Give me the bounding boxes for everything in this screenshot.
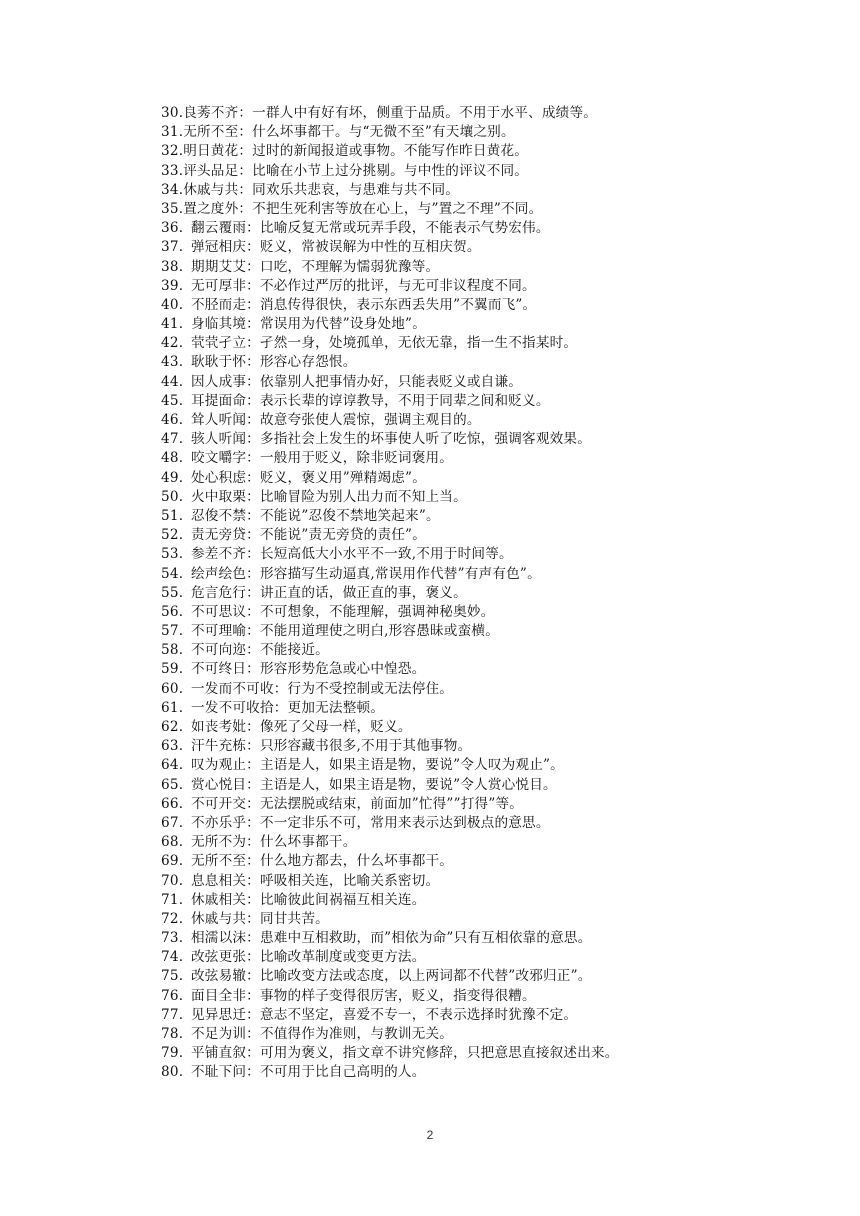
entry-number: 75. bbox=[161, 968, 184, 985]
entry-text: 良莠不齐：一群人中有好有坏，侧重于品质。不用于水平、成绩等。 bbox=[183, 105, 598, 121]
list-item bbox=[161, 872, 841, 891]
entry-text: 明日黄花：过时的新闻报道或事物。不能写作昨日黄花。 bbox=[183, 143, 529, 160]
entry-number: 76. bbox=[161, 987, 184, 1004]
entry-text: 因人成事：依靠别人把事情办好，只能表贬义或自谦。 bbox=[191, 373, 523, 390]
entry-number: 47. bbox=[161, 431, 184, 448]
entry-text: 不亦乐乎：不一定非乐不可，常用来表示达到极点的意思。 bbox=[191, 814, 550, 831]
entry-text: 一发不可收拾：更加无法整顿。 bbox=[191, 699, 385, 716]
entry-number: 74. bbox=[161, 949, 184, 966]
entry-number: 51. bbox=[161, 507, 184, 524]
entry-number: 50. bbox=[161, 488, 184, 505]
list-item bbox=[161, 1006, 841, 1025]
entry-number: 71. bbox=[161, 891, 184, 908]
entry-number: 34. bbox=[161, 181, 184, 198]
list-item bbox=[161, 795, 841, 814]
entry-number: 43. bbox=[161, 354, 184, 371]
entry-number: 66. bbox=[161, 795, 184, 812]
entry-text: 休戚相关：比喻彼此间祸福互相关连。 bbox=[191, 891, 426, 908]
entry-text: 耿耿于怀：形容心存怨恨。 bbox=[191, 354, 357, 371]
list-item bbox=[161, 699, 841, 718]
list-item bbox=[161, 814, 841, 833]
list-item bbox=[161, 488, 841, 507]
list-item bbox=[161, 833, 841, 852]
entry-number: 56. bbox=[161, 603, 184, 620]
entry-number: 77. bbox=[161, 1006, 184, 1023]
list-item bbox=[161, 142, 841, 161]
list-item bbox=[161, 987, 841, 1006]
list-item bbox=[161, 162, 841, 181]
list-item bbox=[161, 852, 841, 871]
list-item bbox=[161, 123, 841, 142]
list-item bbox=[161, 948, 841, 967]
list-item bbox=[161, 430, 841, 449]
entry-text: 改弦易辙：比喻改变方法或态度，以上两词都不代替”改邪归正”。 bbox=[191, 968, 592, 985]
list-item bbox=[161, 584, 841, 603]
entry-number: 60. bbox=[161, 680, 184, 697]
entry-text: 无所不至：什么地方都去，什么坏事都干。 bbox=[191, 853, 454, 870]
list-item bbox=[161, 622, 841, 641]
list-item bbox=[161, 737, 841, 756]
list-item bbox=[161, 315, 841, 334]
entry-number: 59. bbox=[161, 661, 184, 678]
entry-text: 见异思迁：意志不坚定，喜爱不专一，不表示选择时犹豫不定。 bbox=[191, 1006, 578, 1023]
entry-text: 火中取栗：比喻冒险为别人出力而不知上当。 bbox=[191, 488, 467, 505]
entry-text: 不可开交：无法摆脱或结束，前面加”忙得””打得”等。 bbox=[191, 795, 524, 812]
entry-text: 不可向迩：不能接近。 bbox=[191, 642, 329, 659]
list-item bbox=[161, 1044, 841, 1063]
entry-number: 32. bbox=[161, 143, 184, 160]
entry-number: 67. bbox=[161, 814, 184, 831]
entry-text: 休戚与共：同欢乐共悲哀，与患难与共不同。 bbox=[183, 181, 460, 198]
entry-text: 咬文嚼字：一般用于贬义，除非贬词褒用。 bbox=[191, 450, 454, 467]
entry-text: 忍俊不禁：不能说”忍俊不禁地笑起来”。 bbox=[191, 507, 440, 524]
list-item bbox=[161, 507, 841, 526]
list-item bbox=[161, 469, 841, 488]
entry-text: 绘声绘色：形容描写生动逼真,常误用作代替”有声有色”。 bbox=[191, 565, 541, 582]
list-item bbox=[161, 603, 841, 622]
entry-text: 如丧考妣：像死了父母一样，贬义。 bbox=[191, 719, 412, 735]
entry-text: 期期艾艾：口吃，不理解为懦弱犹豫等。 bbox=[191, 258, 440, 275]
entry-number: 36. bbox=[161, 220, 184, 237]
list-item bbox=[161, 526, 841, 545]
entry-text: 叹为观止：主语是人，如果主语是物，要说”令人叹为观止”。 bbox=[191, 757, 564, 774]
entry-number: 49. bbox=[161, 469, 184, 486]
page-number: 2 bbox=[426, 1128, 434, 1142]
entry-number: 64. bbox=[161, 757, 184, 774]
entry-number: 48. bbox=[161, 450, 184, 467]
list-item bbox=[161, 967, 841, 986]
entry-number: 38. bbox=[161, 258, 184, 275]
entry-number: 31. bbox=[161, 124, 184, 141]
entry-number: 80. bbox=[161, 1064, 184, 1081]
entry-text: 危言危行：讲正直的话，做正直的事，褒义。 bbox=[191, 584, 467, 601]
entry-text: 置之度外：不把生死利害等放在心上，与”置之不理”不同。 bbox=[183, 200, 543, 217]
entry-number: 40. bbox=[161, 296, 184, 313]
entry-text: 不可思议：不可想象，不能理解，强调神秘奥妙。 bbox=[191, 603, 495, 620]
list-item bbox=[161, 104, 841, 123]
entry-number: 72. bbox=[161, 910, 184, 927]
list-item bbox=[161, 718, 841, 737]
idiom-list bbox=[161, 104, 841, 1083]
list-item bbox=[161, 641, 841, 660]
entry-number: 78. bbox=[161, 1026, 184, 1042]
list-item bbox=[161, 756, 841, 775]
entry-text: 耳提面命：表示长辈的谆谆教导，不用于同辈之间和贬义。 bbox=[191, 392, 550, 409]
entry-text: 评头品足：比喻在小节上过分挑剔。与中性的评议不同。 bbox=[183, 162, 529, 179]
entry-text: 不足为训：不值得作为准则，与教训无关。 bbox=[191, 1026, 454, 1042]
entry-number: 46. bbox=[161, 412, 184, 428]
entry-number: 58. bbox=[161, 642, 184, 659]
entry-text: 不可终日：形容形势危急或心中惶恐。 bbox=[191, 661, 426, 678]
entry-number: 61. bbox=[161, 699, 184, 716]
list-item bbox=[161, 353, 841, 372]
list-item bbox=[161, 776, 841, 795]
entry-number: 62. bbox=[161, 719, 184, 735]
entry-number: 35. bbox=[161, 200, 184, 217]
entry-text: 参差不齐：长短高低大小水平不一致,不用于时间等。 bbox=[191, 546, 513, 563]
list-item bbox=[161, 200, 841, 219]
entry-text: 骇人听闻：多指社会上发生的坏事使人听了吃惊，强调客观效果。 bbox=[191, 431, 592, 448]
entry-number: 68. bbox=[161, 834, 184, 851]
entry-text: 无所不为：什么坏事都干。 bbox=[191, 834, 357, 851]
list-item bbox=[161, 891, 841, 910]
entry-number: 30. bbox=[161, 105, 184, 121]
entry-text: 相濡以沫：患难中互相救助，而”相依为命”只有互相依靠的意思。 bbox=[191, 930, 592, 947]
list-item bbox=[161, 411, 841, 430]
entry-number: 79. bbox=[161, 1045, 184, 1062]
entry-number: 70. bbox=[161, 872, 184, 889]
entry-text: 不胫而走：消息传得很快，表示东西丢失用”不翼而飞”。 bbox=[191, 296, 537, 313]
entry-text: 不耻下问：不可用于比自己高明的人。 bbox=[191, 1064, 426, 1081]
list-item bbox=[161, 565, 841, 584]
entry-text: 平铺直叙：可用为褒义，指文章不讲究修辞，只把意思直接叙述出来。 bbox=[191, 1045, 619, 1062]
list-item bbox=[161, 449, 841, 468]
list-item bbox=[161, 392, 841, 411]
entry-text: 无可厚非：不必作过严厉的批评，与无可非议程度不同。 bbox=[191, 277, 536, 294]
entry-text: 改弦更张：比喻改革制度或变更方法。 bbox=[191, 949, 426, 966]
entry-text: 不可理喻：不能用道理使之明白,形容愚昧或蛮横。 bbox=[191, 623, 499, 640]
entry-number: 42. bbox=[161, 335, 184, 352]
list-item bbox=[161, 545, 841, 564]
entry-text: 责无旁贷：不能说”责无旁贷的责任”。 bbox=[191, 527, 426, 544]
entry-text: 身临其境：常误用为代替”设身处地”。 bbox=[191, 316, 426, 333]
list-item bbox=[161, 219, 841, 238]
list-item bbox=[161, 1063, 841, 1082]
list-item bbox=[161, 334, 841, 353]
entry-text: 一发而不可收：行为不受控制或无法停住。 bbox=[191, 680, 454, 697]
list-item bbox=[161, 277, 841, 296]
entry-number: 39. bbox=[161, 277, 184, 294]
entry-number: 52. bbox=[161, 527, 184, 544]
entry-text: 息息相关：呼吸相关连，比喻关系密切。 bbox=[191, 872, 440, 889]
entry-number: 54. bbox=[161, 565, 184, 582]
entry-text: 赏心悦目：主语是人，如果主语是物，要说”令人赏心悦目。 bbox=[191, 776, 557, 793]
entry-text: 茕茕孑立：孑然一身，处境孤单，无依无靠，指一生不指某时。 bbox=[191, 335, 578, 352]
list-item bbox=[161, 296, 841, 315]
entry-number: 55. bbox=[161, 584, 184, 601]
entry-text: 耸人听闻：故意夸张使人震惊，强调主观目的。 bbox=[191, 412, 481, 428]
entry-number: 63. bbox=[161, 738, 184, 755]
entry-text: 休戚与共：同甘共苦。 bbox=[191, 910, 329, 927]
entry-text: 弹冠相庆：贬义，常被误解为中性的互相庆贺。 bbox=[191, 239, 481, 256]
list-item bbox=[161, 660, 841, 679]
list-item bbox=[161, 910, 841, 929]
entry-number: 41. bbox=[161, 316, 184, 333]
entry-number: 45. bbox=[161, 392, 184, 409]
list-item bbox=[161, 1025, 841, 1044]
list-item bbox=[161, 258, 841, 277]
entry-number: 65. bbox=[161, 776, 184, 793]
entry-text: 无所不至：什么坏事都干。与“无微不至”有天壤之别。 bbox=[183, 124, 515, 141]
entry-number: 73. bbox=[161, 930, 184, 947]
entry-number: 33. bbox=[161, 162, 184, 179]
entry-number: 44. bbox=[161, 373, 184, 390]
entry-text: 处心积虑：贬义，褒义用”殚精竭虑”。 bbox=[191, 469, 426, 486]
list-item bbox=[161, 181, 841, 200]
entry-text: 面目全非：事物的样子变得很厉害，贬义，指变得很糟。 bbox=[191, 987, 536, 1004]
entry-number: 37. bbox=[161, 239, 184, 256]
list-item bbox=[161, 929, 841, 948]
entry-number: 57. bbox=[161, 623, 184, 640]
list-item bbox=[161, 680, 841, 699]
list-item bbox=[161, 373, 841, 392]
entry-number: 69. bbox=[161, 853, 184, 870]
entry-text: 翻云覆雨：比喻反复无常或玩弄手段，不能表示气势宏伟。 bbox=[191, 220, 550, 237]
list-item bbox=[161, 238, 841, 257]
entry-text: 汗牛充栋：只形容藏书很多,不用于其他事物。 bbox=[191, 738, 472, 755]
entry-number: 53. bbox=[161, 546, 184, 563]
